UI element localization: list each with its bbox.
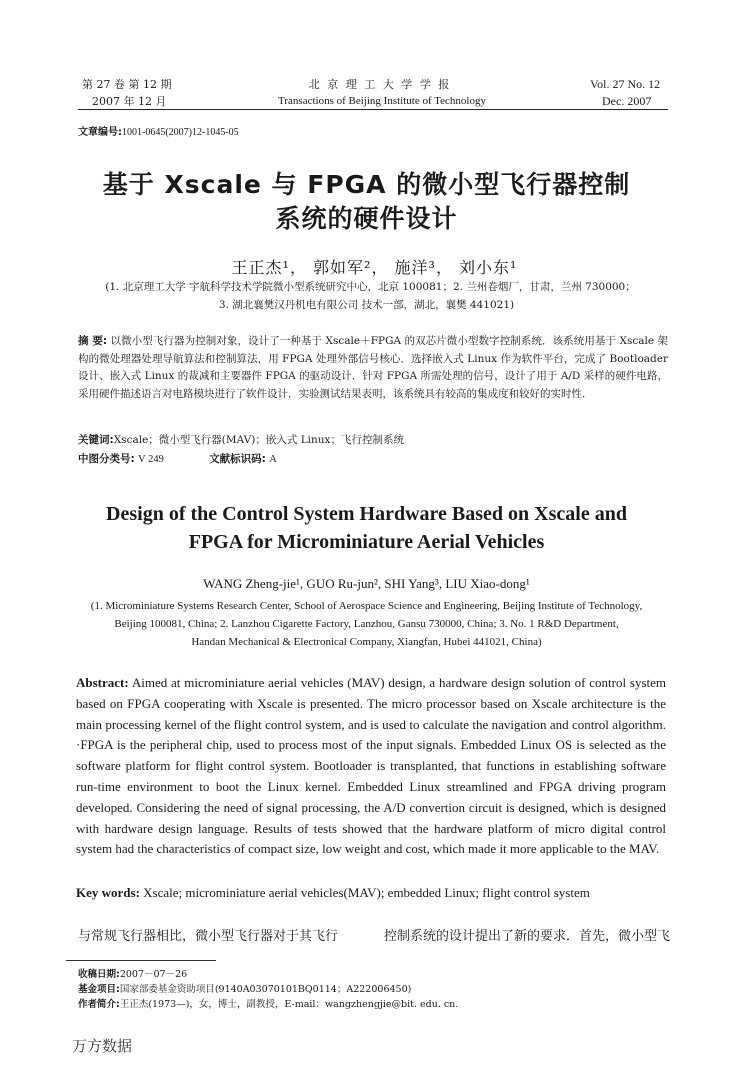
article-number — [78, 123, 239, 138]
keywords-cn-text: Xscale；微小型飞行器(MAV)；嵌入式 Linux；飞行控制系统 — [113, 434, 404, 446]
abstract-en-label: Abstract: — [76, 675, 129, 690]
abstract-en-text: Aimed at microminiature aerial vehicles (MAV) design, a hardware design solution of control system based on FPGA cooperating with Xscale is presented. The micro processor based on Xscale architecture is the main processing kernel of the flight control system, and is used to calculate the navigation and control algorithm. ·FPGA is the peripheral chip, used to process most of the input signals. Embedded Linux OS is selected as the software platform for flight control system. Bootloader is transplanted, that functions in establishing software run-time environment to boot the Linux kernel. Embedded Linux streamlined and FPGA driving program developed. Considering the need of signal processing, the A/D convertion circuit is designed, which is designed with hardware design language. Results of tests showed that the hardware platform of micro digital control system had the characteristics of compact size, low weight and cost, which made it more applicable to the MAV. — [76, 675, 666, 857]
footnote-author — [78, 998, 458, 1011]
footnote-fund — [78, 983, 411, 996]
doc-code-label: 文献标识码: — [209, 453, 266, 465]
classification-line — [78, 451, 668, 469]
journal-volume-issue: 第 27 卷 第 12 期 — [82, 78, 172, 91]
title-cn-line2: 系统的硬件设计 — [275, 204, 458, 233]
journal-name-en: Transactions of Beijing Institute of Technology — [278, 95, 486, 107]
body-right-column-text: 控制系统的设计提出了新的要求．首先，微小型飞 — [384, 929, 671, 944]
article-number-value: 1001-0645(2007)12-1045-05 — [122, 127, 239, 138]
received-label: 收稿日期: — [78, 969, 120, 980]
affiliation-cn-line2: 3. 湖北襄樊汉丹机电有限公司 技术一部，湖北，襄樊 441021) — [218, 299, 515, 311]
classification-value: V 249 — [138, 454, 164, 465]
affiliation-en-line2: Beijing 100081, China; 2. Lanzhou Cigarette Factory, Lanzhou, Gansu 730000, China; 3. No. 1 R&D Department, — [114, 618, 619, 630]
body-left-column-text: 与常规飞行器相比，微小型飞行器对于其飞行 — [78, 929, 339, 944]
received-date: 2007－07－26 — [119, 969, 188, 980]
abstract-en — [76, 673, 666, 860]
keywords-en-label: Key words: — [76, 885, 140, 900]
abstract-cn-label: 摘 要: — [78, 335, 108, 347]
keywords-en — [76, 883, 666, 904]
keywords-cn — [78, 432, 668, 450]
title-en-line2: FPGA for Microminiature Aerial Vehicles — [188, 531, 545, 553]
affiliation-en-line3: Handan Mechanical & Electronical Company, Xiangfan, Hubei 441021, China) — [191, 636, 542, 648]
keywords-en-text: Xscale; microminiature aerial vehicles(MAV); embedded Linux; flight control system — [143, 885, 590, 900]
doc-code-value: A — [269, 454, 277, 465]
footnote-received — [78, 968, 187, 981]
affiliation-en-line1: (1. Microminiature Systems Research Center, School of Aerospace Science and Engineering, Beijing Institute of Technology, — [90, 600, 643, 612]
abstract-cn-text: 以微小型飞行器为控制对象，设计了一种基于 Xscale＋FPGA 的双芯片微小型数字控制系统．该系统用基于 Xscale 架构的微处理器处理导航算法和控制算法，用 FPGA 处理外部信号核心．选择嵌入式 Linux 作为软件平台，完成了 Bootloader 设计、嵌入式 Linux 的裁减和主要器件 FPGA 的驱动设计．针对 FPGA 所需处理的信号，设计了用于 A/D 采样的硬件电路，采用硬件描述语言对电路模块进行了软件设计．实验测试结果表明，该系统具有较高的集成度和较好的实时性． — [78, 335, 668, 400]
header-rule — [78, 109, 668, 110]
classification-label: 中图分类号: — [78, 453, 135, 465]
title-en-line1: Design of the Control System Hardware Based on Xscale and — [106, 503, 627, 525]
journal-volume-en: Vol. 27 No. 12 — [590, 77, 661, 91]
author-bio-label: 作者简介: — [78, 999, 120, 1010]
journal-date-en: Dec. 2007 — [602, 94, 652, 108]
fund-label: 基金项目: — [78, 984, 120, 995]
journal-date-cn: 2007 年 12 月 — [92, 95, 167, 108]
authors-cn: 王正杰¹， 郭如军²， 施洋³， 刘小东¹ — [231, 258, 518, 277]
title-cn-line1: 基于 Xscale 与 FPGA 的微小型飞行器控制 — [102, 170, 631, 199]
fund-text: 国家部委基金资助项目(9140A03070101BQ0114；A222006450) — [119, 984, 412, 995]
journal-name-cn: 北 京 理 工 大 学 学 报 — [308, 78, 452, 91]
author-bio-text: 王正杰(1973—)，女，博士，副教授，E-mail：wangzhengjie@bit. edu. cn. — [119, 999, 459, 1010]
keywords-cn-label: 关键词: — [78, 434, 114, 446]
affiliation-cn-line1: (1. 北京理工大学 宇航科学技术学院微小型系统研究中心，北京 100081；2. 兰州卷烟厂，甘肃，兰州 730000； — [105, 281, 636, 293]
footnote-rule — [66, 960, 216, 961]
watermark-text: 万方数据 — [72, 1037, 133, 1055]
authors-en: WANG Zheng-jie¹, GUO Ru-jun², SHI Yang³, LIU Xiao-dong¹ — [203, 576, 530, 591]
abstract-cn — [78, 333, 668, 403]
article-number-label: 文章编号: — [78, 127, 122, 138]
